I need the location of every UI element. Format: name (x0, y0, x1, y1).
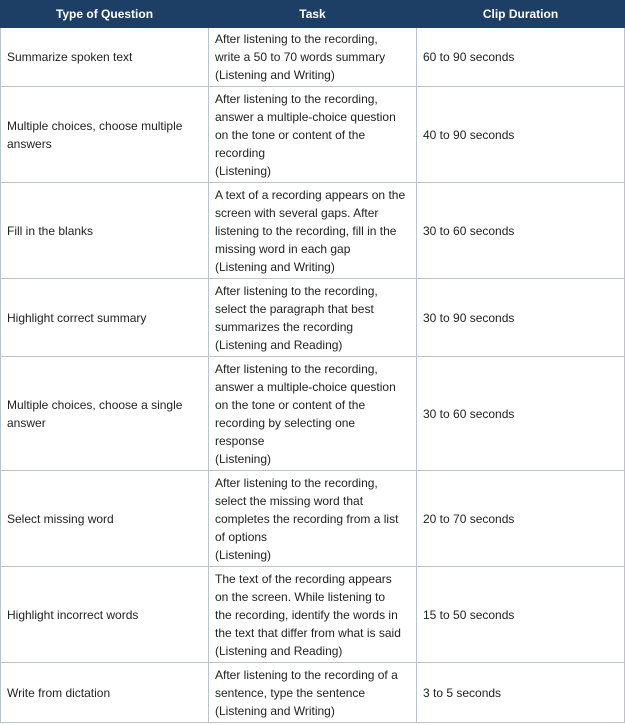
cell-clip-duration: 30 to 60 seconds (417, 357, 625, 471)
cell-question-type: Write from dictation (1, 663, 209, 723)
cell-question-type: Multiple choices, choose multiple answers (1, 87, 209, 183)
cell-task: After listening to the recording, select the missing word that completes the recording from a list of options (Listening) (209, 471, 417, 567)
cell-task: A text of a recording appears on the screen with several gaps. After listening to the recording, fill in the missing word in each gap (Listening and Writing) (209, 183, 417, 279)
cell-task: After listening to the recording, answer a multiple-choice question on the tone or content of the recording by selecting one response (Listening) (209, 357, 417, 471)
cell-clip-duration: 15 to 50 seconds (417, 567, 625, 663)
cell-question-type: Summarize spoken text (1, 28, 209, 87)
header-clip-duration: Clip Duration (417, 1, 625, 28)
table-row (1, 663, 625, 723)
cell-clip-duration: 60 to 90 seconds (417, 28, 625, 87)
cell-clip-duration: 20 to 70 seconds (417, 471, 625, 567)
header-type-of-question: Type of Question (1, 1, 209, 28)
cell-task: After listening to the recording, write a 50 to 70 words summary (Listening and Writing) (209, 28, 417, 87)
cell-task: After listening to the recording of a sentence, type the sentence (Listening and Writing) (209, 663, 417, 723)
cell-task: The text of the recording appears on the screen. While listening to the recording, identify the words in the text that differ from what is said (Listening and Reading) (209, 567, 417, 663)
table-row (1, 357, 625, 471)
table-row (1, 87, 625, 183)
table-row (1, 279, 625, 357)
cell-question-type: Highlight incorrect words (1, 567, 209, 663)
cell-clip-duration: 3 to 5 seconds (417, 663, 625, 723)
cell-task: After listening to the recording, select the paragraph that best summarizes the recording (Listening and Reading) (209, 279, 417, 357)
cell-question-type: Highlight correct summary (1, 279, 209, 357)
table-row (1, 183, 625, 279)
cell-question-type: Fill in the blanks (1, 183, 209, 279)
table-header-row (1, 1, 625, 28)
cell-clip-duration: 40 to 90 seconds (417, 87, 625, 183)
header-task: Task (209, 1, 417, 28)
table-row (1, 567, 625, 663)
cell-task: After listening to the recording, answer a multiple-choice question on the tone or content of the recording (Listening) (209, 87, 417, 183)
cell-question-type: Select missing word (1, 471, 209, 567)
table-row (1, 471, 625, 567)
cell-question-type: Multiple choices, choose a single answer (1, 357, 209, 471)
table-row (1, 28, 625, 87)
cell-clip-duration: 30 to 90 seconds (417, 279, 625, 357)
cell-clip-duration: 30 to 60 seconds (417, 183, 625, 279)
